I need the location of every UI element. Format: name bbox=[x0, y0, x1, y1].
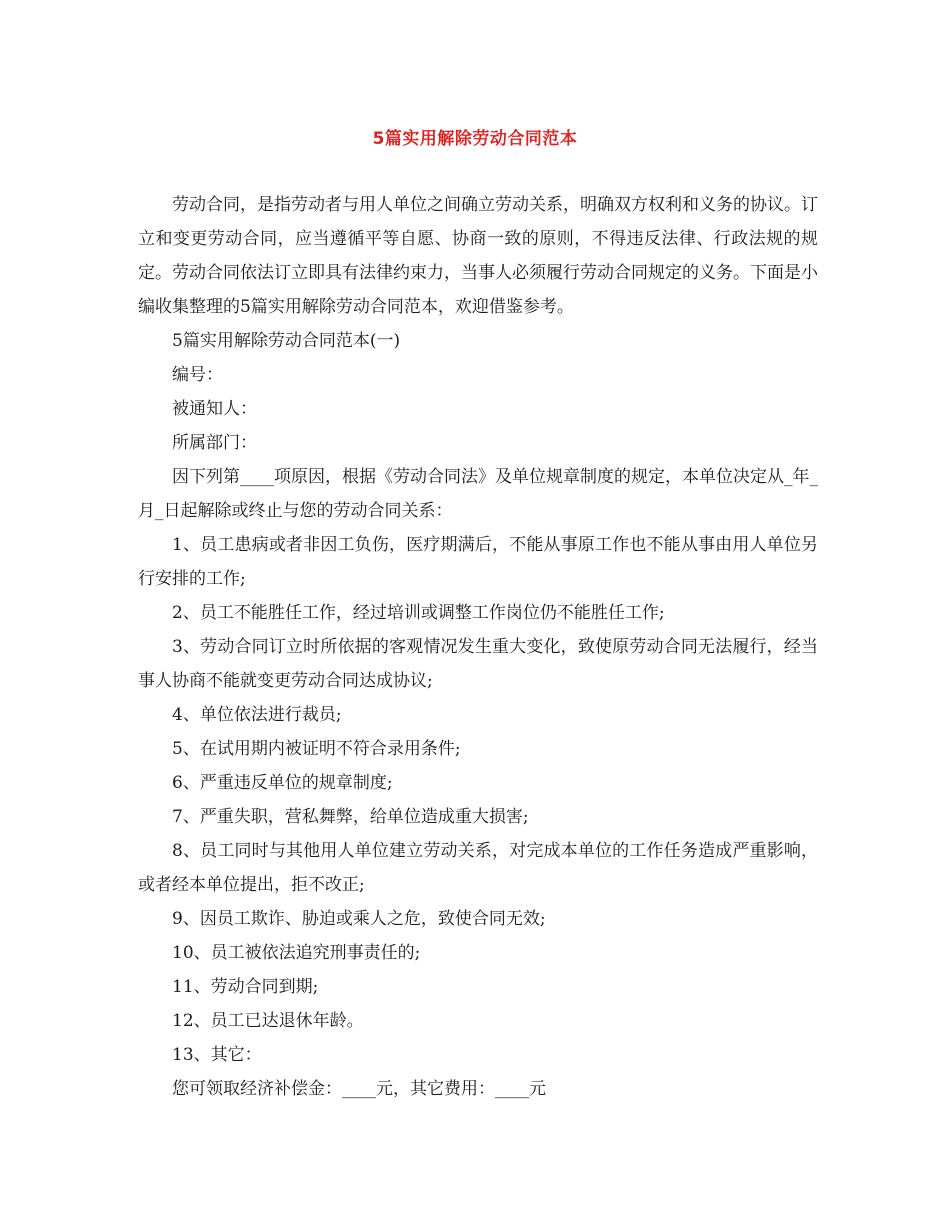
list-item: 10、员工被依法追究刑事责任的; bbox=[172, 943, 421, 963]
list-item: 11、劳动合同到期; bbox=[172, 977, 319, 997]
list-item: 3、劳动合同订立时所依据的客观情况发生重大变化，致使原劳动合同无法履行，经当事人协商不能就变更劳动合同达成协议; bbox=[138, 637, 818, 691]
field-notified-person: 被通知人： bbox=[172, 399, 257, 419]
list-item: 2、员工不能胜任工作，经过培训或调整工作岗位仍不能胜任工作; bbox=[172, 603, 665, 623]
notice-paragraph: 因下列第____项原因，根据《劳动合同法》及单位规章制度的规定，本单位决定从_年_月_日起解除或终止与您的劳动合同关系： bbox=[138, 467, 818, 521]
document-title: 5篇实用解除劳动合同范本 bbox=[372, 129, 578, 149]
list-item: 8、员工同时与其他用人单位建立劳动关系，对完成本单位的工作任务造成严重影响，或者经本单位提出，拒不改正; bbox=[138, 841, 818, 895]
list-item: 1、员工患病或者非因工负伤，医疗期满后，不能从事原工作也不能从事由用人单位另行安排的工作; bbox=[138, 535, 818, 589]
list-item: 5、在试用期内被证明不符合录用条件; bbox=[172, 739, 461, 759]
field-department: 所属部门： bbox=[172, 433, 257, 453]
intro-paragraph: 劳动合同，是指劳动者与用人单位之间确立劳动关系，明确双方权利和义务的协议。订立和变更劳动合同，应当遵循平等自愿、协商一致的原则，不得违反法律、行政法规的规定。劳动合同依法订立即具有法律约束力，当事人必须履行劳动合同规定的义务。下面是小编收集整理的5篇实用解除劳动合同范本，欢迎借鉴参考。 bbox=[138, 195, 818, 317]
compensation-line: 您可领取经济补偿金：____元，其它费用：____元 bbox=[172, 1079, 546, 1099]
list-item: 4、单位依法进行裁员; bbox=[172, 705, 342, 725]
section-heading: 5篇实用解除劳动合同范本(一) bbox=[172, 331, 401, 351]
list-item: 13、其它： bbox=[172, 1045, 262, 1065]
list-item: 12、员工已达退休年龄。 bbox=[172, 1011, 364, 1031]
document-body bbox=[138, 188, 818, 1106]
list-item: 9、因员工欺诈、胁迫或乘人之危，致使合同无效; bbox=[172, 909, 546, 929]
list-item: 7、严重失职，营私舞弊，给单位造成重大损害; bbox=[172, 807, 529, 827]
list-item: 6、严重违反单位的规章制度; bbox=[172, 773, 393, 793]
field-number: 编号： bbox=[172, 365, 223, 385]
